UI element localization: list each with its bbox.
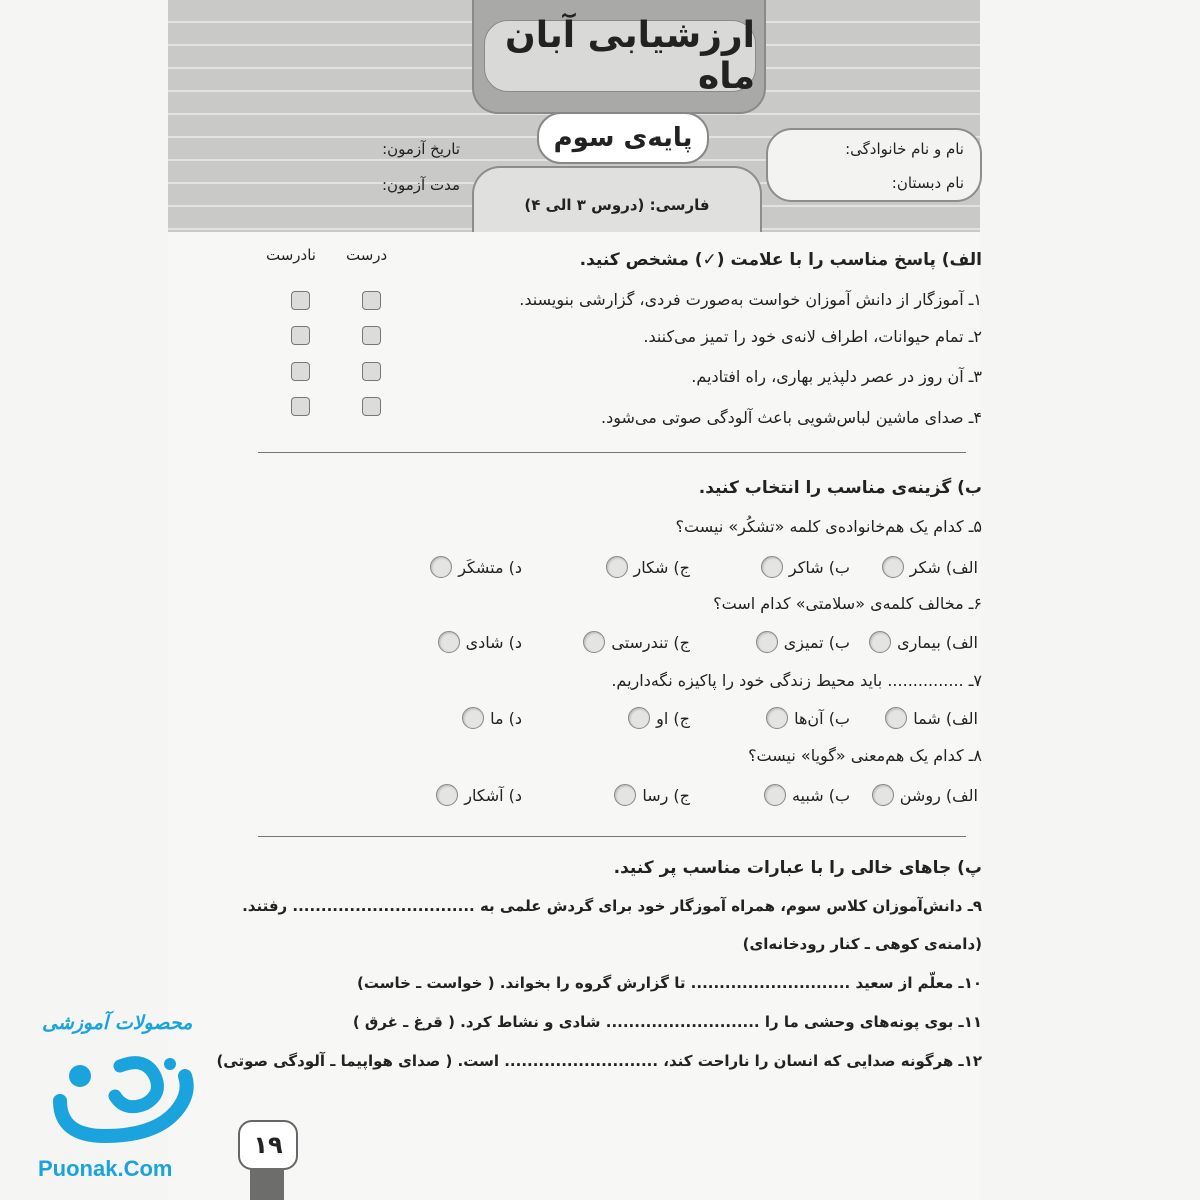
- question-11: ۱۱ـ بوی پونه‌های وحشی ما را ........................... شادی و نشاط کرد. ( قرغ ـ غرق ): [352, 1013, 982, 1031]
- question-4: ۴ـ صدای ماشین لباس‌شویی باعث آلودگی صوتی می‌شود.: [601, 408, 982, 427]
- q7-option-b[interactable]: ب) آن‌ها: [766, 707, 850, 729]
- section-divider: [258, 452, 966, 453]
- q6-option-d[interactable]: د) شادی: [438, 631, 522, 653]
- q7-option-d[interactable]: د) ما: [462, 707, 522, 729]
- radio-icon[interactable]: [436, 784, 458, 806]
- exam-duration-label: مدت آزمون:: [381, 176, 460, 194]
- radio-icon[interactable]: [430, 556, 452, 578]
- title-box: [472, 0, 766, 114]
- q1-true-checkbox[interactable]: [362, 291, 381, 310]
- question-9-choices: (دامنه‌ی کوهی ـ کنار رودخانه‌ای): [742, 935, 982, 953]
- q6-option-b[interactable]: ب) تمیزی: [756, 631, 850, 653]
- radio-icon[interactable]: [761, 556, 783, 578]
- question-6: ۶ـ مخالف کلمه‌ی «سلامتی» کدام است؟: [713, 594, 982, 613]
- q1-false-checkbox[interactable]: [291, 291, 310, 310]
- q8-option-a[interactable]: الف) روشن: [872, 784, 978, 806]
- school-name-label: نام دبستان:: [891, 174, 964, 192]
- section-b-title: ب) گزینه‌ی مناسب را انتخاب کنید.: [698, 478, 982, 498]
- grade-badge: پایه‌ی سوم: [537, 112, 709, 164]
- question-1: ۱ـ آموزگار از دانش آموزان خواست به‌صورت فردی، گزارشی بنویسند.: [519, 290, 982, 309]
- radio-icon[interactable]: [628, 707, 650, 729]
- brand-tagline: محصولات آموزشی: [42, 1012, 193, 1034]
- q7-option-a[interactable]: الف) شما: [885, 707, 978, 729]
- page-tab: [250, 1168, 284, 1200]
- question-2: ۲ـ تمام حیوانات، اطراف لانه‌ی خود را تمیز می‌کنند.: [643, 327, 982, 346]
- q7-option-c[interactable]: ج) او: [628, 707, 690, 729]
- column-false-header: نادرست: [266, 246, 316, 264]
- q8-option-b[interactable]: ب) شبیه: [764, 784, 850, 806]
- column-true-header: درست: [346, 246, 388, 264]
- section-divider: [258, 836, 966, 837]
- question-5: ۵ـ کدام یک هم‌خانواده‌ی کلمه «تشکُر» نیست؟: [675, 517, 982, 536]
- question-10: ۱۰ـ معلّم از سعید ............................ تا گزارش گروه را بخواند. ( خواست ـ خاست): [357, 974, 982, 992]
- radio-icon[interactable]: [583, 631, 605, 653]
- page-number: ۱۹: [238, 1120, 298, 1170]
- radio-icon[interactable]: [606, 556, 628, 578]
- section-p-title: پ) جاهای خالی را با عبارات مناسب پر کنید.: [613, 858, 982, 878]
- radio-icon[interactable]: [885, 707, 907, 729]
- subject-label: فارسی: (دروس ۳ الی ۴): [524, 196, 710, 214]
- radio-icon[interactable]: [462, 707, 484, 729]
- q4-true-checkbox[interactable]: [362, 397, 381, 416]
- q6-option-a[interactable]: الف) بیماری: [869, 631, 978, 653]
- radio-icon[interactable]: [764, 784, 786, 806]
- radio-icon[interactable]: [766, 707, 788, 729]
- q3-false-checkbox[interactable]: [291, 362, 310, 381]
- question-9: ۹ـ دانش‌آموزان کلاس سوم، همراه آموزگار خود برای گردش علمی به ................................ رفتند.: [242, 897, 982, 915]
- radio-icon[interactable]: [882, 556, 904, 578]
- exam-info-box: [258, 128, 470, 202]
- q8-option-c[interactable]: ج) رسا: [614, 784, 690, 806]
- q5-option-d[interactable]: د) متشکَر: [430, 556, 522, 578]
- q5-option-c[interactable]: ج) شکار: [606, 556, 691, 578]
- q5-option-a[interactable]: الف) شکر: [882, 556, 978, 578]
- brand-website: Puonak.Com: [38, 1156, 173, 1181]
- question-7: ۷ـ ............... باید محیط زندگی خود را پاکیزه نگه‌داریم.: [611, 671, 982, 690]
- q2-false-checkbox[interactable]: [291, 326, 310, 345]
- q8-option-d[interactable]: د) آشکار: [436, 784, 522, 806]
- question-8: ۸ـ کدام یک هم‌معنی «گویا» نیست؟: [748, 746, 982, 765]
- q4-false-checkbox[interactable]: [291, 397, 310, 416]
- q5-option-b[interactable]: ب) شاکر: [761, 556, 850, 578]
- radio-icon[interactable]: [756, 631, 778, 653]
- q3-true-checkbox[interactable]: [362, 362, 381, 381]
- page-title: ارزشیابی آبان ماه: [484, 20, 756, 92]
- section-a-title: الف) پاسخ مناسب را با علامت (✓) مشخص کنید.: [579, 250, 982, 270]
- student-info-box: [766, 128, 982, 202]
- subject-box: [472, 166, 762, 232]
- puonak-logo-icon: [40, 1046, 200, 1146]
- question-3: ۳ـ آن روز در عصر دلپذیر بهاری، راه افتادیم.: [691, 367, 982, 386]
- q2-true-checkbox[interactable]: [362, 326, 381, 345]
- student-name-label: نام و نام خانوادگی:: [845, 140, 964, 158]
- radio-icon[interactable]: [438, 631, 460, 653]
- question-12: ۱۲ـ هرگونه صدایی که انسان را ناراحت کند، ........................... است. ( صدای هواپیما ـ آلودگی صوتی): [216, 1052, 982, 1070]
- radio-icon[interactable]: [869, 631, 891, 653]
- brand-logo: [40, 1046, 200, 1146]
- radio-icon[interactable]: [614, 784, 636, 806]
- q6-option-c[interactable]: ج) تندرستی: [583, 631, 690, 653]
- radio-icon[interactable]: [872, 784, 894, 806]
- exam-date-label: تاریخ آزمون:: [382, 140, 460, 158]
